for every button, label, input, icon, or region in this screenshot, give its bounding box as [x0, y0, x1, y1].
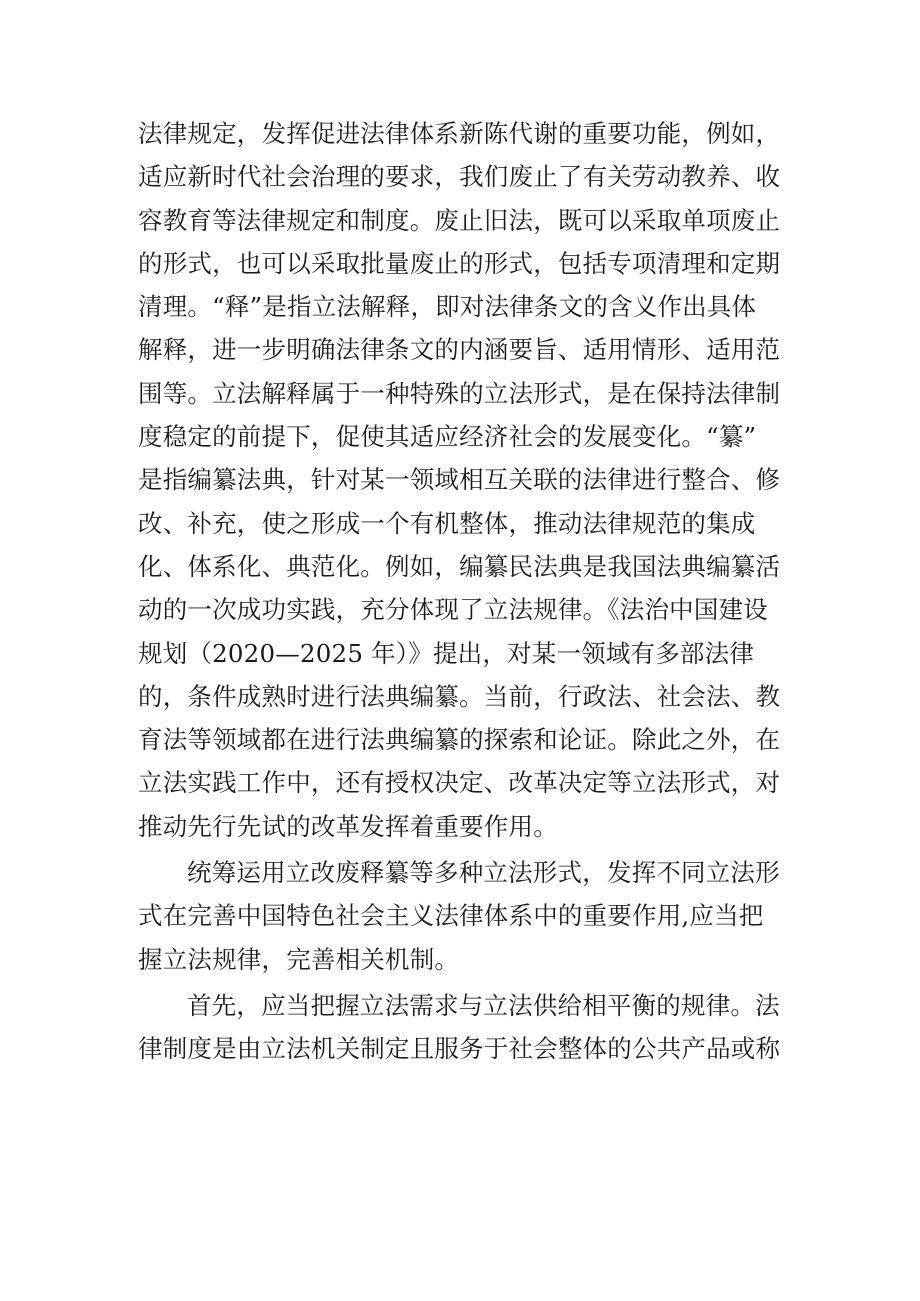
- paragraph-line: 是指编纂法典，针对某一领域相互关联的法律进行整合、修: [138, 465, 781, 495]
- paragraph-2: [138, 851, 798, 981]
- paragraph-line: 律制度是由立法机关制定且服务于社会整体的公共产品或称: [138, 1034, 781, 1064]
- paragraph-line: 清理。“释”是指立法解释，即对法律条文的含义作出具体: [138, 292, 757, 322]
- paragraph-line: 握立法规律，完善相关机制。: [138, 944, 460, 974]
- paragraph-line: 度稳定的前提下，促使其适应经济社会的发展变化。“纂”: [138, 422, 757, 452]
- paragraph-line: 规划（2020—2025 年）》提出，对某一领域有多部法律: [138, 638, 755, 668]
- paragraph-line: 适应新时代社会治理的要求，我们废止了有关劳动教养、收: [138, 162, 781, 192]
- paragraph-line: 改、补充，使之形成一个有机整体，推动法律规范的集成: [138, 508, 756, 538]
- paragraph-line: 法律规定，发挥促进法律体系新陈代谢的重要功能，例如，: [138, 119, 781, 148]
- paragraph-line: 动的一次成功实践，充分体现了立法规律。《法治中国建设: [138, 595, 768, 625]
- paragraph-line: 统筹运用立改废释纂等多种立法形式，发挥不同立法形: [187, 858, 780, 888]
- paragraph-line: 式在完善中国特色社会主义法律体系中的重要作用,应当把: [138, 901, 764, 931]
- document-body: [138, 112, 798, 1071]
- paragraph-line: 化、体系化、典范化。例如，编纂民法典是我国法典编纂活: [138, 551, 781, 581]
- paragraph-line: 容教育等法律规定和制度。废止旧法，既可以采取单项废止: [138, 205, 781, 235]
- paragraph-line: 的，条件成熟时进行法典编纂。当前，行政法、社会法、教: [138, 681, 781, 711]
- paragraph-line: 推动先行先试的改革发挥着重要作用。: [138, 811, 558, 841]
- paragraph-line: 首先，应当把握立法需求与立法供给相平衡的规律。法: [187, 990, 780, 1020]
- paragraph-line: 育法等领域都在进行法典编纂的探索和论证。除此之外，在: [138, 725, 781, 755]
- paragraph-line: 的形式，也可以采取批量废止的形式，包括专项清理和定期: [138, 248, 781, 278]
- paragraph-line: 解释，进一步明确法律条文的内涵要旨、适用情形、适用范: [138, 335, 781, 365]
- paragraph-line: 立法实践工作中，还有授权决定、改革决定等立法形式，对: [138, 768, 781, 798]
- paragraph-line: 围等。立法解释属于一种特殊的立法形式，是在保持法律制: [138, 378, 781, 408]
- paragraph-1: [138, 112, 798, 848]
- paragraph-3: [138, 984, 798, 1071]
